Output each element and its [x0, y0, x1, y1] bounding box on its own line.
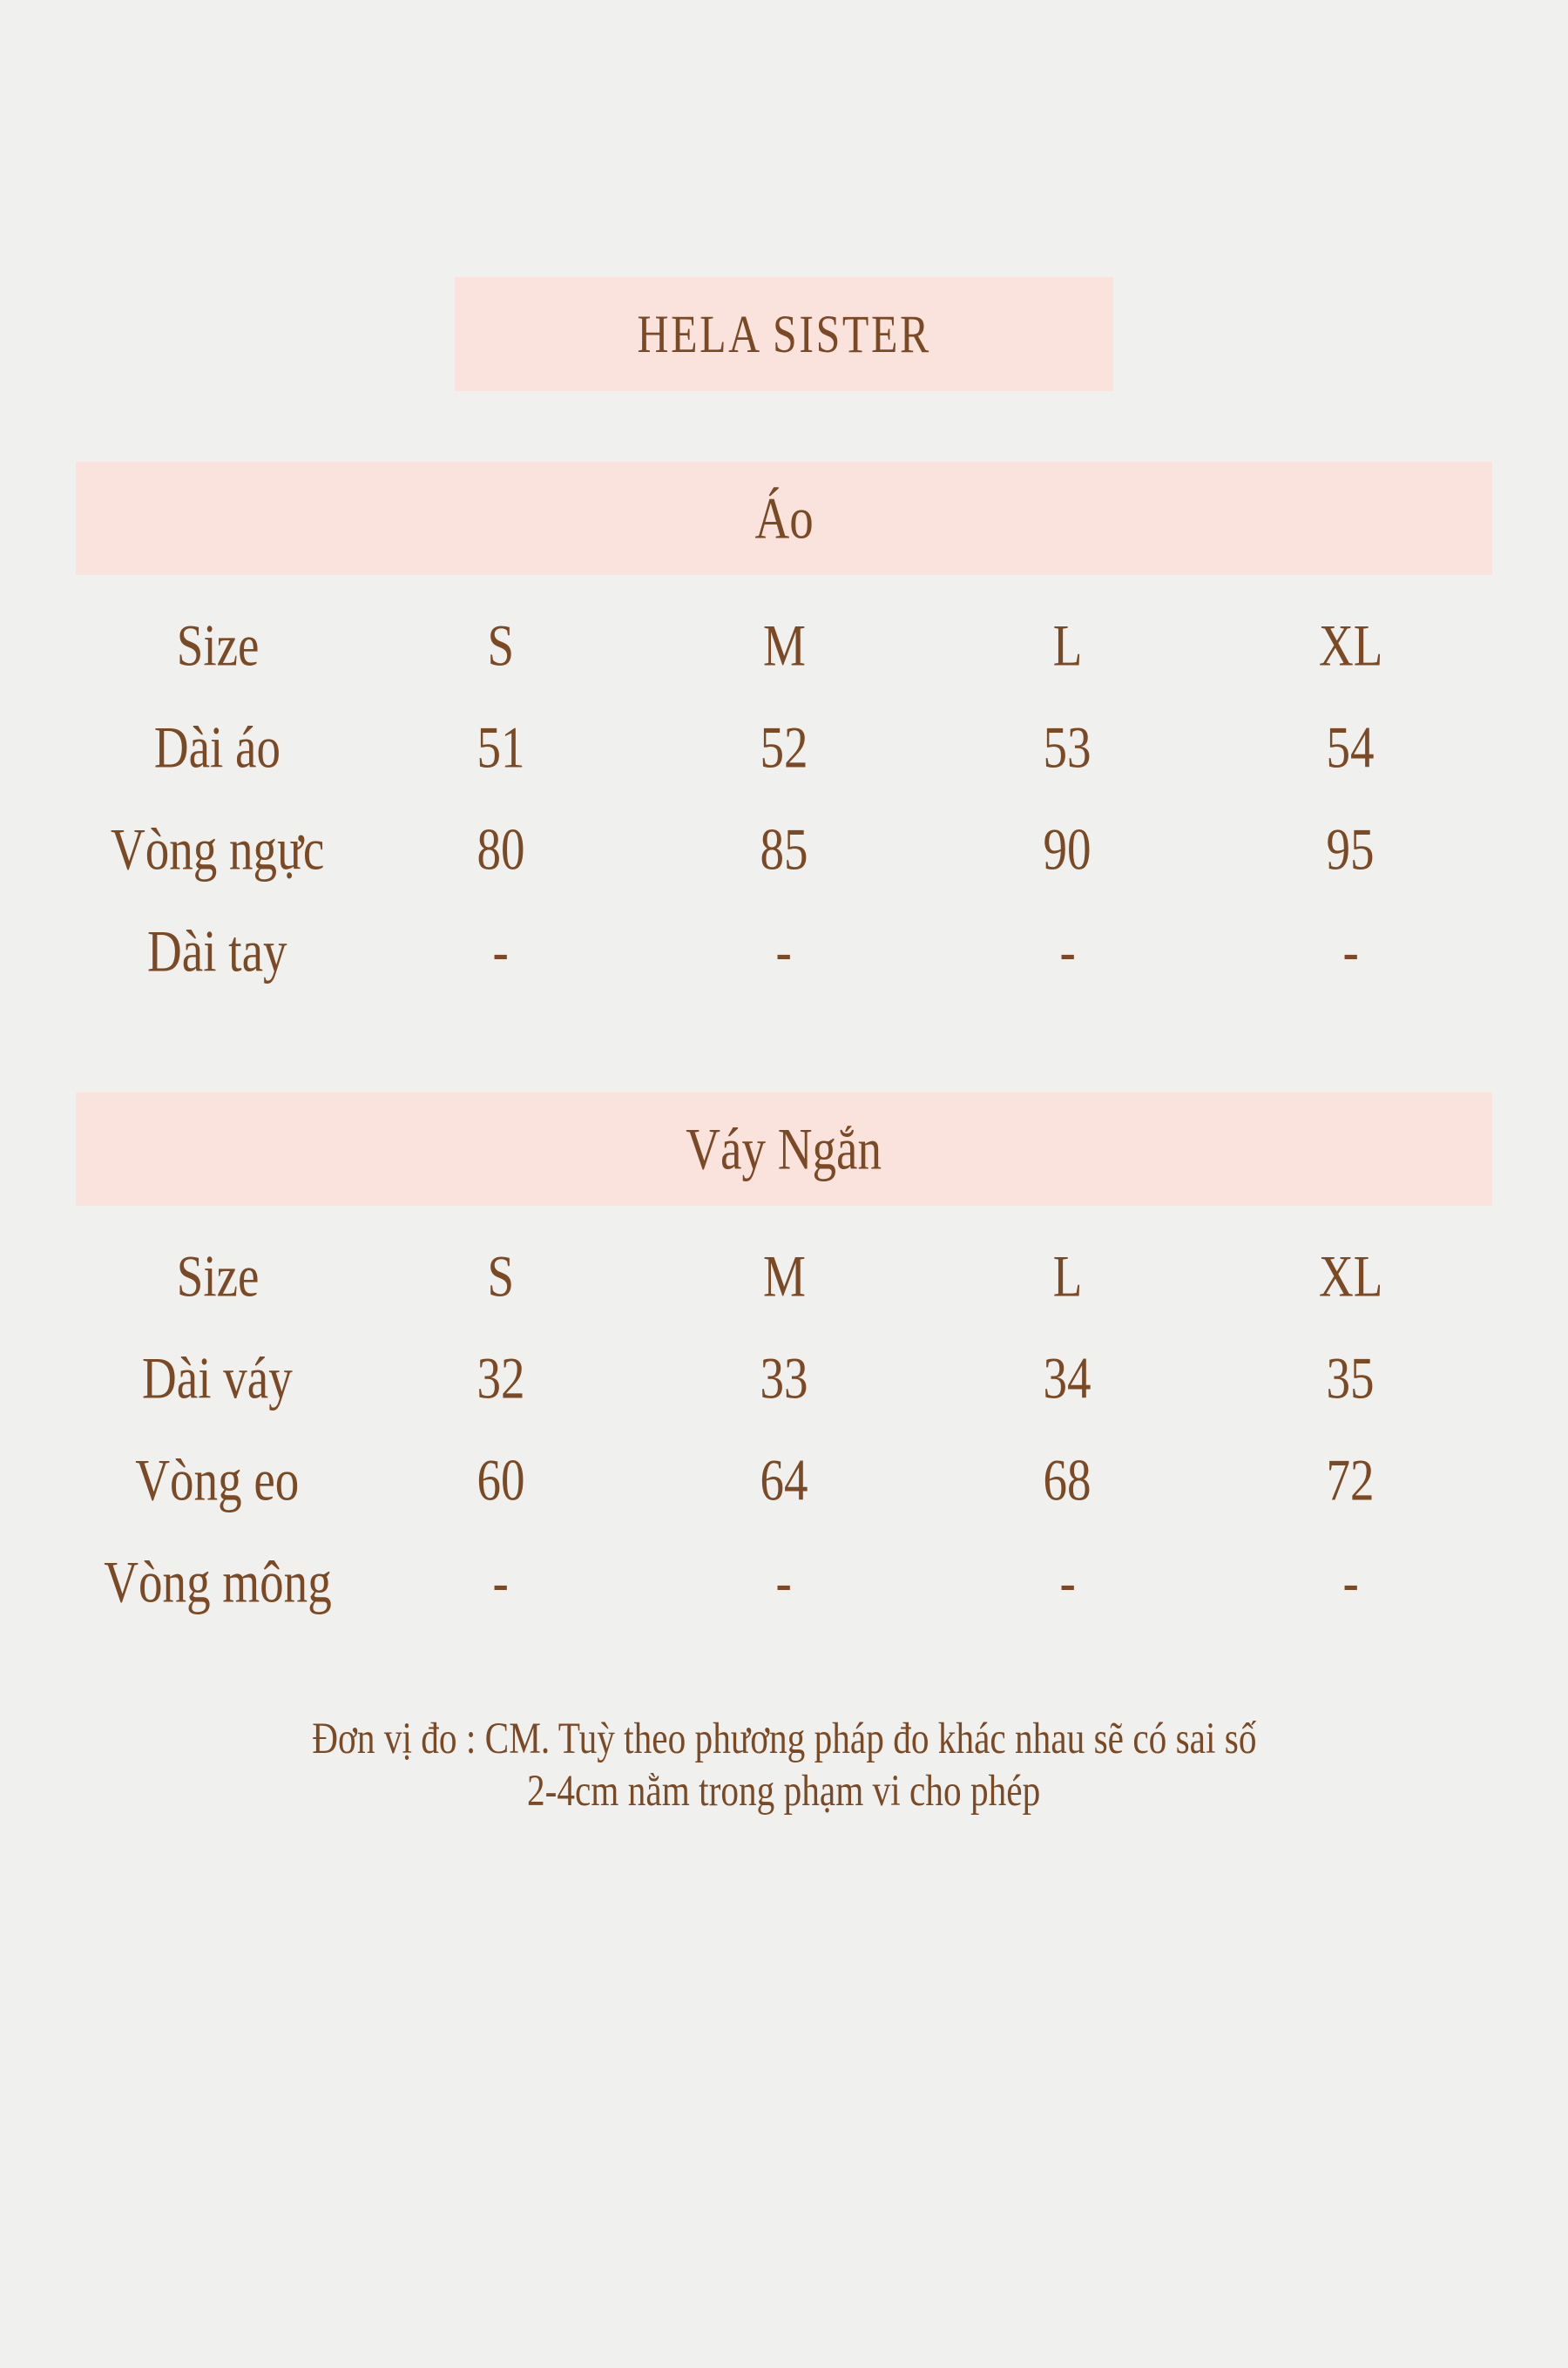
size-chart-page [0, 277, 1568, 2368]
brand-title: HELA SISTER [637, 304, 931, 364]
cell-value: 51 [476, 714, 525, 780]
column-header-s: S [487, 612, 515, 678]
row-label: Dài tay [147, 917, 287, 984]
column-header-l: L [1052, 1242, 1082, 1309]
footer-note-line-2: 2-4cm nằm trong phạm vi cho phép [527, 1766, 1041, 1816]
cell-value: - [1059, 917, 1076, 984]
section-ao [76, 462, 1492, 1002]
table-row-dai-ao [76, 696, 1492, 798]
cell-value: 33 [760, 1344, 808, 1411]
footer-note-line-1: Đơn vị đo : CM. Tuỳ theo phương pháp đo khác nhau sẽ có sai số [311, 1714, 1257, 1763]
cell-value: - [1342, 1548, 1359, 1614]
row-label: Dài váy [142, 1344, 293, 1411]
cell-value: 85 [760, 815, 808, 882]
cell-value: 35 [1326, 1344, 1375, 1411]
cell-value: 64 [760, 1446, 808, 1512]
column-header-size: Size [176, 612, 259, 678]
size-table-ao [76, 575, 1492, 1002]
table-row-vong-eo [76, 1429, 1492, 1531]
column-header-xl: XL [1318, 1242, 1383, 1309]
cell-value: 90 [1043, 815, 1092, 882]
section-heading-banner-vay-ngan [76, 1093, 1492, 1206]
section-heading-vay-ngan: Váy Ngắn [686, 1115, 882, 1182]
cell-value: - [1342, 917, 1359, 984]
row-label: Vòng eo [135, 1446, 300, 1512]
cell-value: 72 [1326, 1446, 1375, 1512]
row-label: Vòng mông [103, 1548, 332, 1614]
brand-title-box [455, 277, 1113, 391]
cell-value: 80 [476, 815, 525, 882]
cell-value: - [1059, 1548, 1076, 1614]
cell-value: - [775, 917, 793, 984]
section-heading-banner-ao [76, 462, 1492, 575]
cell-value: 54 [1326, 714, 1375, 780]
section-vay-ngan [76, 1093, 1492, 1633]
cell-value: 60 [476, 1446, 525, 1512]
cell-value: 53 [1043, 714, 1092, 780]
column-header-m: M [762, 612, 806, 678]
cell-value: - [492, 1548, 509, 1614]
table-row-vong-nguc [76, 798, 1492, 900]
table-header-row [76, 1225, 1492, 1327]
content-area [76, 462, 1492, 1633]
footer-note [0, 1713, 1568, 1817]
cell-value: 68 [1043, 1446, 1092, 1512]
column-header-m: M [762, 1242, 806, 1309]
cell-value: - [492, 917, 509, 984]
table-row-dai-vay [76, 1327, 1492, 1429]
cell-value: 95 [1326, 815, 1375, 882]
table-row-dai-tay [76, 900, 1492, 1002]
table-header-row [76, 594, 1492, 696]
column-header-size: Size [176, 1242, 259, 1309]
column-header-s: S [487, 1242, 515, 1309]
size-table-vay-ngan [76, 1206, 1492, 1633]
row-label: Dài áo [154, 714, 281, 780]
column-header-xl: XL [1318, 612, 1383, 678]
row-label: Vòng ngực [110, 815, 325, 882]
table-row-vong-mong [76, 1531, 1492, 1633]
column-header-l: L [1052, 612, 1082, 678]
cell-value: 52 [760, 714, 808, 780]
section-heading-ao: Áo [754, 484, 814, 551]
cell-value: - [775, 1548, 793, 1614]
cell-value: 34 [1043, 1344, 1092, 1411]
cell-value: 32 [476, 1344, 525, 1411]
